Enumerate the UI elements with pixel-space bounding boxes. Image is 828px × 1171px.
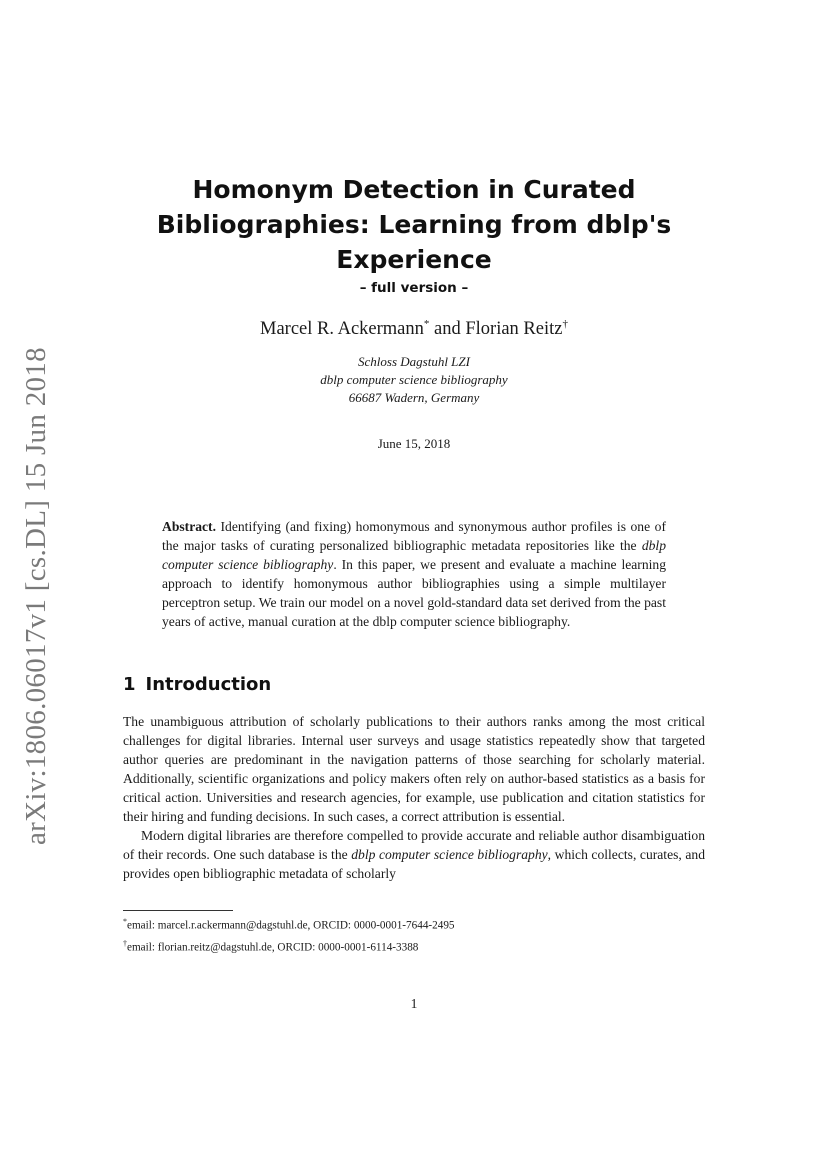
paragraph xyxy=(123,826,705,883)
title-line: Homonym Detection in Curated xyxy=(192,175,636,204)
section-number: 1 xyxy=(123,674,136,695)
section-heading xyxy=(123,674,271,695)
title-line: Experience xyxy=(336,245,492,274)
author-name: Florian Reitz xyxy=(465,319,563,340)
paragraph-text: Modern digital libraries are therefore compelled to provide accurate and reliable author disambiguation of their records. One such database is the xyxy=(123,828,705,862)
abstract-label: Abstract. xyxy=(162,519,216,534)
paragraph: The unambiguous attribution of scholarly publications to their authors ranks among the most critical challenges for digital libraries. Internal user surveys and usage statistics repeatedly show that targeted author queries are predominant in the navigation patterns of those searching for scholarly material. Additionally, scientific organizations and policy makers often rely on author-based statistics as a basis for critical action. Universities and research agencies, for example, use publication and citation statistics for their hiring and funding decisions. In such cases, a correct attribution is essential. xyxy=(123,714,705,824)
publication-date: June 15, 2018 xyxy=(377,436,451,451)
paper-title xyxy=(120,172,708,277)
footnote-marker: † xyxy=(562,318,568,330)
footnote-text: email: florian.reitz@dagstuhl.de, ORCID: 0000-0001-6114-3388 xyxy=(127,941,419,954)
arxiv-identifier-stamp: arXiv:1806.06017v1 [cs.DL] 15 Jun 2018 xyxy=(20,347,52,845)
footnote-divider xyxy=(123,910,233,911)
footnote xyxy=(123,913,705,935)
author-name: Marcel R. Ackermann xyxy=(260,319,424,340)
footnote xyxy=(123,935,705,957)
abstract-emphasis: dblp computer science bibliography xyxy=(162,538,666,572)
paragraph-emphasis: dblp computer science bibliography xyxy=(351,847,548,862)
abstract xyxy=(162,517,666,631)
paper-subtitle: – full version – xyxy=(359,280,469,296)
section-title: Introduction xyxy=(145,674,272,695)
abstract-text: Identifying (and fixing) homonymous and synonymous author profiles is one of the major tasks of curating personalized bibliographic metadata repositories like the xyxy=(162,519,666,553)
affiliation-line: Schloss Dagstuhl LZI xyxy=(358,354,470,369)
page-number: 1 xyxy=(410,996,418,1011)
footnotes xyxy=(123,913,705,956)
footnote-marker: * xyxy=(123,917,127,926)
affiliation-line: 66687 Wadern, Germany xyxy=(348,390,480,405)
footnote-text: email: marcel.r.ackermann@dagstuhl.de, ORCID: 0000-0001-7644-2495 xyxy=(127,919,455,932)
affiliation-block xyxy=(120,353,708,407)
abstract-text: . In this paper, we present and evaluate a machine learning approach to identify homonymous author bibliographies using a simple multilayer perceptron setup. We train our model on a novel gold-standard data set derived from the past years of active, manual curation at the dblp computer science bibliography. xyxy=(162,557,666,629)
footnote-marker: † xyxy=(123,938,127,948)
intro-body xyxy=(123,712,705,883)
affiliation-line: dblp computer science bibliography xyxy=(320,372,508,387)
paragraph-text: , which collects, curates, and provides open bibliographic metadata of scholarly xyxy=(123,847,705,881)
title-line: Bibliographies: Learning from dblp's xyxy=(156,210,672,239)
author-list xyxy=(120,318,708,340)
author-conjunction: and xyxy=(429,319,466,340)
footnote-marker: * xyxy=(423,318,430,330)
